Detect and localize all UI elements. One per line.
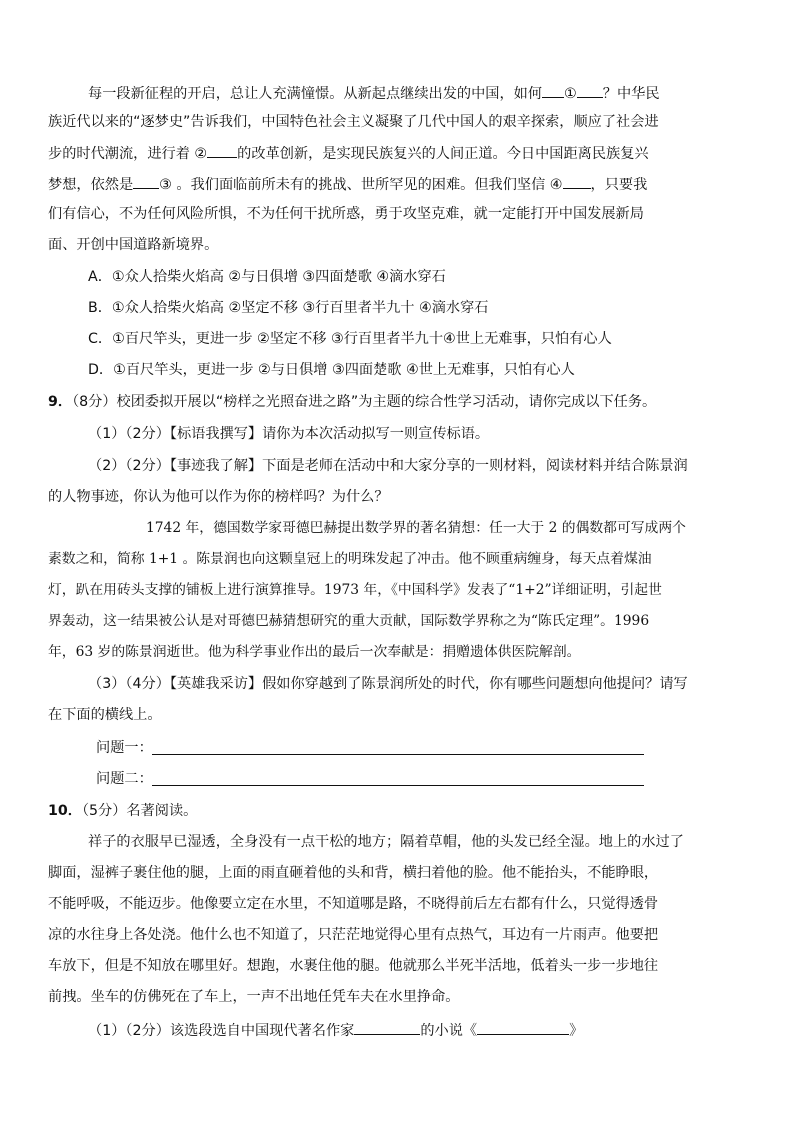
- passage-line-6: 面、开创中国道路新境界。: [48, 237, 219, 253]
- q10-sub1: [88, 1019, 583, 1041]
- answer-line-2[interactable]: [152, 785, 644, 786]
- passage-line-4: [48, 173, 647, 195]
- passage-line-1: [88, 82, 660, 104]
- passage-text: 每一段新征程的开启，总让人充满憧憬。从新起点继续出发的中国，如何: [88, 86, 543, 102]
- material-line-3: 灯，趴在用砖头支撑的铺板上进行演算推导。1973 年，《中国科学》发表了“1+2”详细证明，引起世: [48, 582, 662, 598]
- option-c[interactable]: C．①百尺竿头，更进一步 ②坚定不移 ③行百里者半九十④世上无难事，只怕有心人: [88, 331, 612, 347]
- blank-4: [563, 173, 591, 189]
- question-10-header: [48, 801, 197, 821]
- question-text: （1）（2分）该选段选自中国现代著名作家: [88, 1023, 355, 1039]
- question-text: 》: [569, 1023, 584, 1039]
- passage-text: ，只要我: [590, 177, 648, 193]
- material-line-4: 界轰动，这一结果被公认是对哥德巴赫猜想研究的重大贡献，国际数学界称之为“陈氏定理”。1996: [48, 613, 650, 629]
- passage-text: 。我们面临前所未有的挑战、世所罕见的困难。但我们坚信: [171, 177, 550, 193]
- passage-line-5: 们有信心，不为任何风险所惧，不为任何干扰所惑，勇于攻坚克难，就一定能打开中国发展新局: [48, 206, 644, 222]
- answer-line-1[interactable]: [152, 754, 644, 755]
- novel-line-1: 祥子的衣服早已湿透，全身没有一点干松的地方；隔着草帽，他的头发已经全湿。地上的水过了: [88, 834, 684, 850]
- option-a[interactable]: A．①众人拾柴火焰高 ②与日俱增 ③四面楚歌 ④滴水穿石: [88, 269, 446, 285]
- blank-marker-4: ④: [549, 177, 563, 193]
- novel-line-5: 车放下，但是不知放在哪里好。想跑，水裹住他的腿。他就那么半死半活地，低着头一步一步地往: [48, 958, 659, 974]
- q9-sub1: （1）（2分）【标语我撰写】请你为本次活动拟写一则宣传标语。: [88, 426, 490, 442]
- material-line-5: 年，63 岁的陈景润逝世。他为科学事业作出的最后一次奉献是：捐赠遗体供医院解剖。: [48, 644, 581, 660]
- title-blank[interactable]: [477, 1019, 569, 1035]
- question-number: 10．: [48, 803, 82, 819]
- question-text: 的小说《: [420, 1023, 478, 1039]
- passage-line-3: [48, 142, 649, 164]
- question-text: （8分）校团委拟开展以“榜样之光照奋进之路”为主题的综合性学习活动，请你完成以下任务。: [72, 394, 657, 410]
- novel-line-6: 前拽。坐车的仿佛死在了车上，一声不出地任凭车夫在水里挣命。: [48, 989, 460, 1005]
- material-line-2: 素数之和，简称 1+1 。陈景润也向这颗皇冠上的明珠发起了冲击。他不顾重病缠身，每天点着煤油: [48, 551, 652, 567]
- option-d[interactable]: D．①百尺竿头，更进一步 ②与日俱增 ③四面楚歌 ④世上无难事，只怕有心人: [88, 362, 575, 378]
- question-one-label: 问题一：: [96, 740, 153, 756]
- blank-2: [207, 142, 237, 158]
- novel-line-4: 凉的水往身上各处浇。他什么也不知道了，只茫茫地觉得心里有点热气，耳边有一片雨声。他要把: [48, 927, 659, 943]
- blank-marker-2: ②: [194, 146, 208, 162]
- passage-text: 步的时代潮流，进行着: [48, 146, 195, 162]
- material-line-1: 1742 年，德国数学家哥德巴赫提出数学界的著名猜想：任一大于 2 的偶数都可写成两个: [146, 520, 686, 536]
- passage-text: 梦想，依然是: [48, 177, 134, 193]
- question-9-header: [48, 392, 656, 412]
- q9-sub2-line1: （2）（2分）【事迹我了解】下面是老师在活动中和大家分享的一则材料，阅读材料并结合陈景润: [88, 458, 688, 474]
- author-blank[interactable]: [354, 1019, 420, 1035]
- q9-sub3-line1: （3）（4分）【英雄我采访】假如你穿越到了陈景润所处的时代，你有哪些问题想向他提问？请写: [88, 676, 688, 692]
- question-text: （5分）名著阅读。: [81, 803, 198, 819]
- blank-3: [133, 173, 159, 189]
- passage-text: 的改革创新，是实现民族复兴的人间正道。今日中国距离民族复兴: [237, 146, 649, 162]
- option-b[interactable]: B．①众人拾柴火焰高 ②坚定不移 ③行百里者半九十 ④滴水穿石: [88, 300, 489, 316]
- question-number: 9．: [48, 394, 73, 410]
- blank-marker-3: ③: [159, 177, 172, 193]
- novel-line-3: 不能呼吸，不能迈步。他像要立定在水里，不知道哪是路，不晓得前后左右都有什么，只觉得透骨: [48, 896, 659, 912]
- passage-line-2: 族近代以来的“逐梦史”告诉我们，中国特色社会主义凝聚了几代中国人的艰辛探索，顺应了社会进: [48, 114, 659, 130]
- question-two-label: 问题二：: [96, 771, 153, 787]
- q9-sub3-line2: 在下面的横线上。: [48, 707, 162, 723]
- passage-text: ？中华民: [602, 86, 660, 102]
- q9-sub2-line2: 的人物事迹，你认为他可以作为你的榜样吗？为什么？: [48, 489, 389, 505]
- blank-1-left: [542, 82, 564, 98]
- novel-line-2: 脚面，湿裤子裹住他的腿，上面的雨直砸着他的头和背，横扫着他的脸。他不能抬头，不能睁眼，: [48, 865, 659, 881]
- blank-1-right: [577, 82, 603, 98]
- blank-marker-1: ①: [564, 86, 577, 102]
